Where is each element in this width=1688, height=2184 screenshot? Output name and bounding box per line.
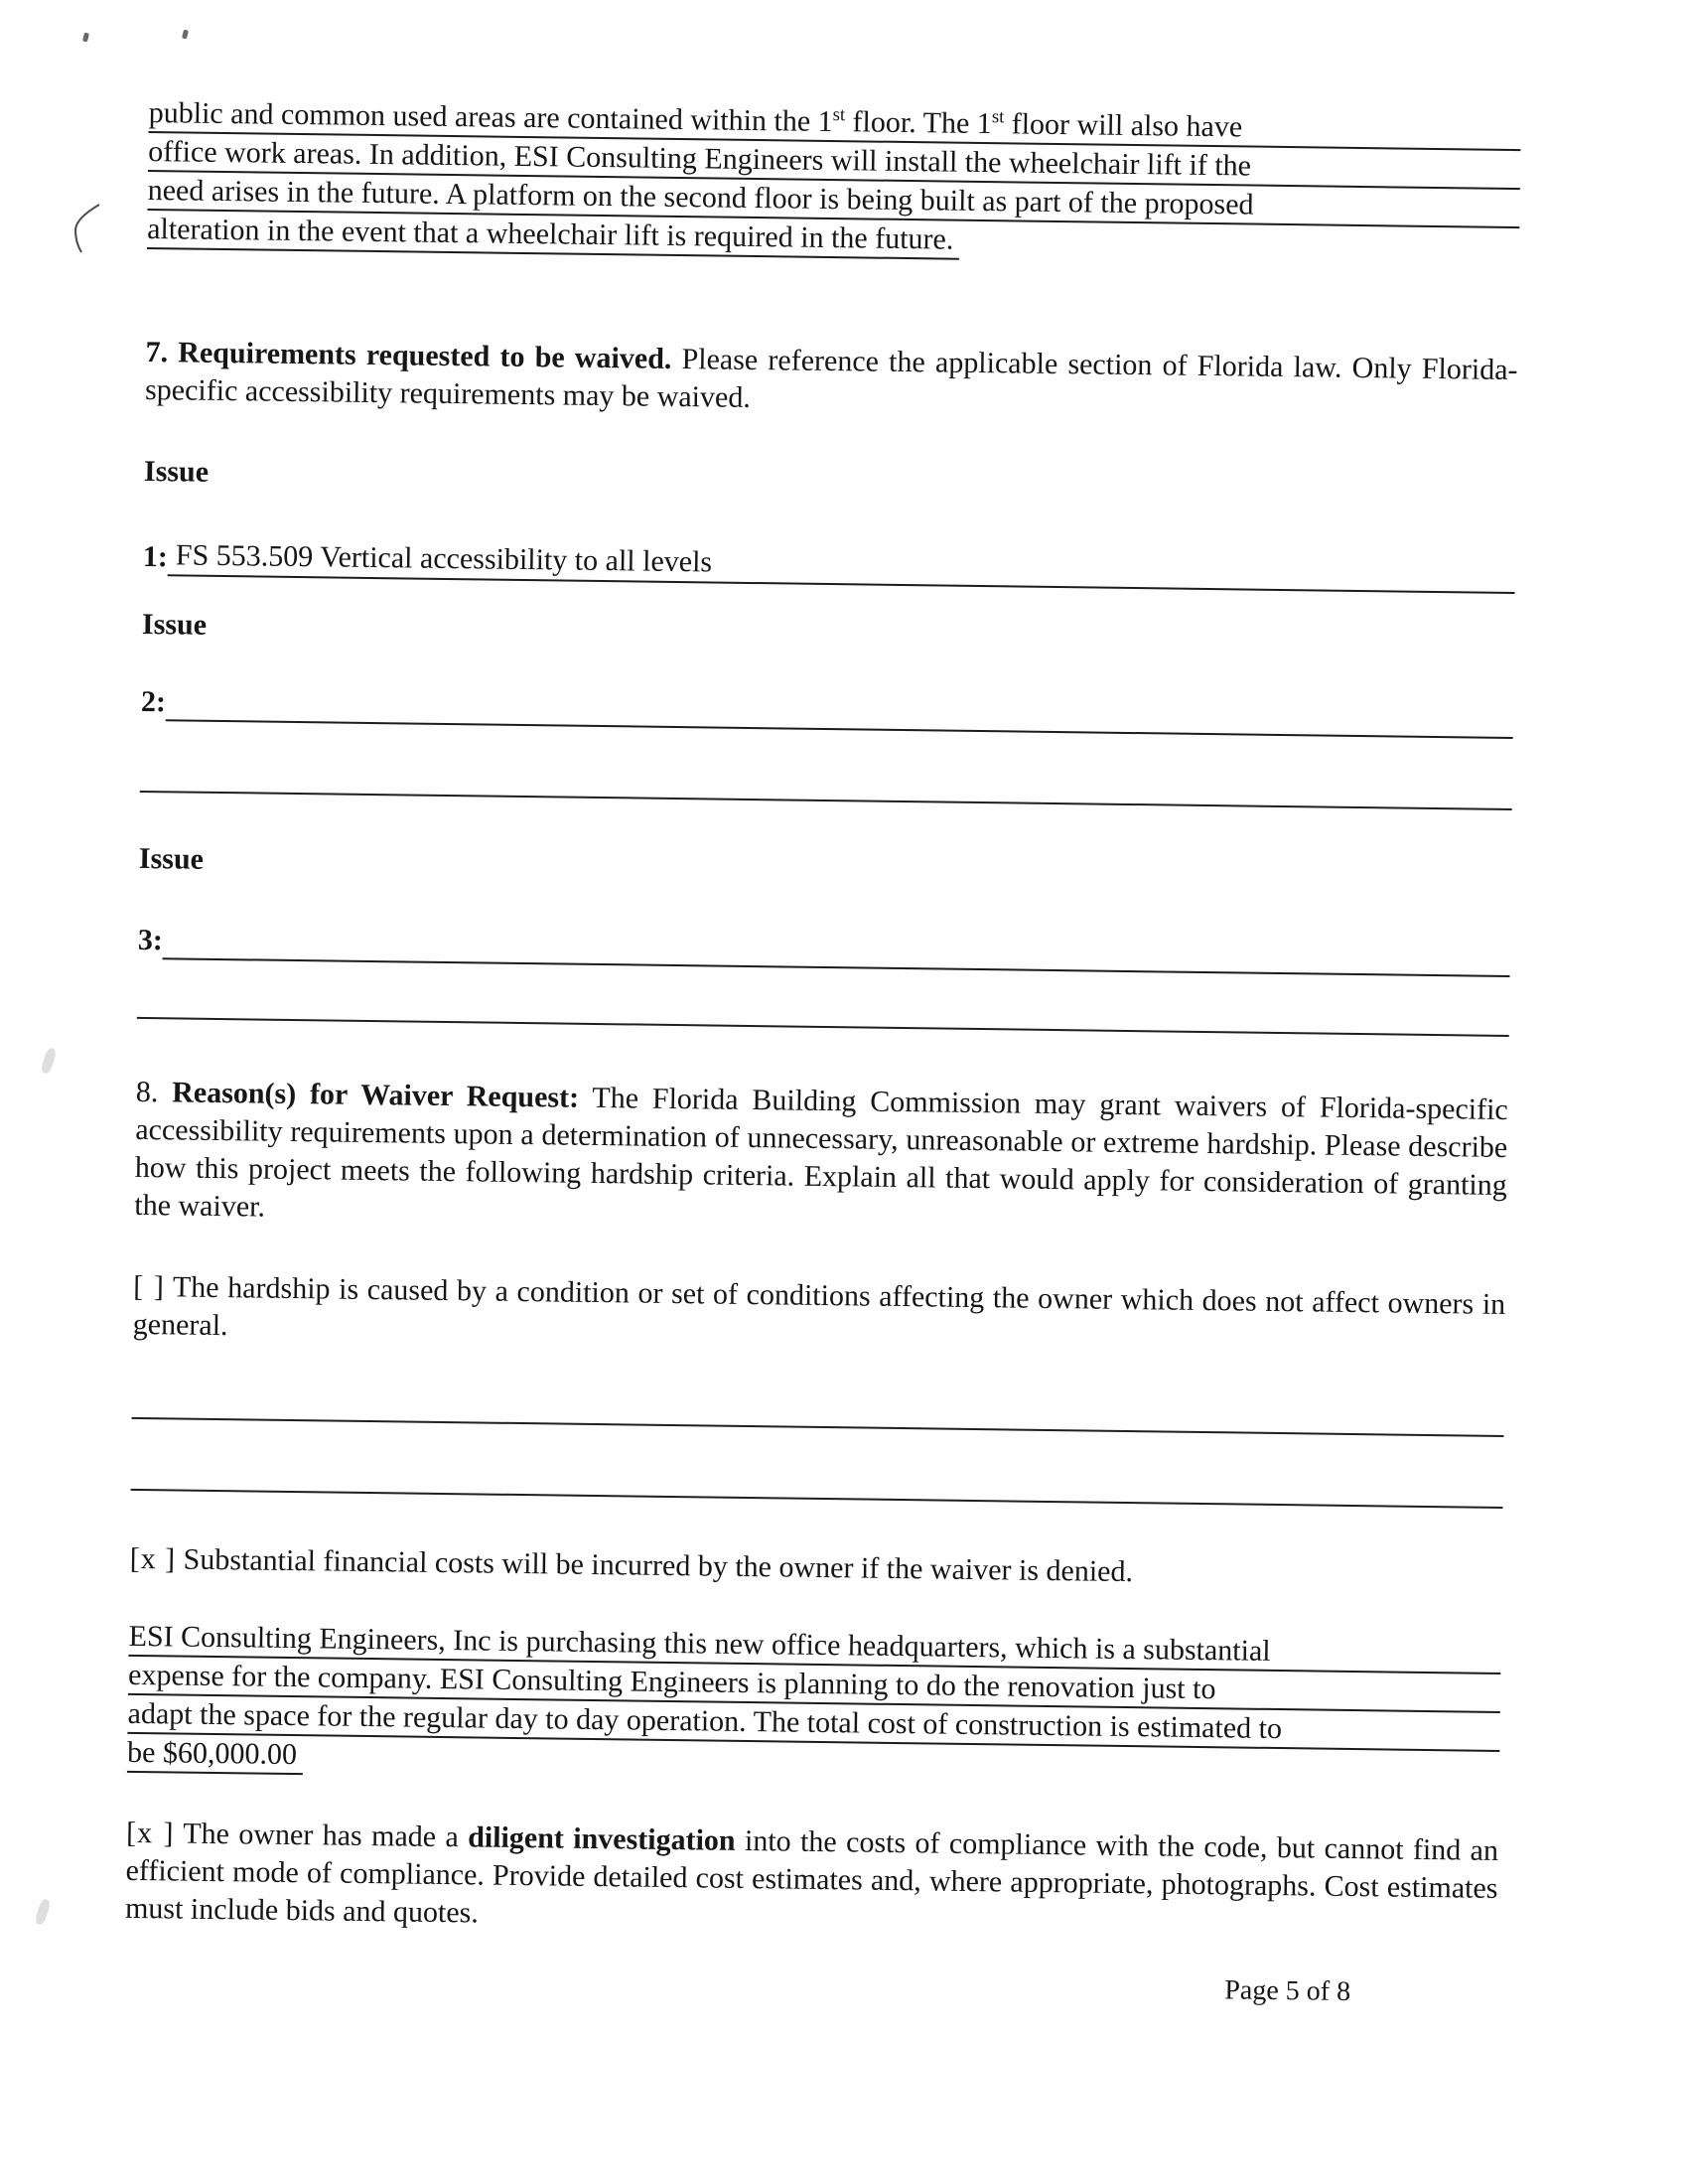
scan-speck <box>182 30 189 40</box>
criterion-financial-text: Substantial financial costs will be incurred by the owner if the waiver is denied. <box>183 1542 1134 1589</box>
section8-heading: Reason(s) for Waiver Request: <box>172 1076 580 1114</box>
criterion-investigation-pre: The owner has made a <box>183 1817 460 1854</box>
section7-heading: Requirements requested to be waived. <box>178 336 672 375</box>
criterion-investigation-bold: diligent investigation <box>467 1820 736 1857</box>
checkbox-checked: [x ] <box>129 1541 177 1576</box>
issue-3-number: 3: <box>137 923 164 957</box>
answer-line: adapt the space for the regular day to day operation. The total cost of construction is estimated to <box>127 1695 1499 1752</box>
answer-line: expense for the company. ESI Consulting Engineers is planning to do the renovation just to <box>128 1657 1500 1713</box>
answer-line: public and common used areas are contained within the 1st floor. The 1st floor will also have <box>148 94 1520 151</box>
scan-artifact-paren <box>70 201 103 256</box>
issue-1-value: FS 553.509 Vertical accessibility to all levels <box>168 536 1515 594</box>
answer-line: be $60,000.00 <box>127 1734 303 1775</box>
scan-smudge <box>40 1047 58 1075</box>
criterion-investigation-paragraph <box>125 1815 1498 1946</box>
issue-2-value <box>166 719 1513 739</box>
issue-3-label: Issue <box>138 841 205 876</box>
criterion-investigation-post: into the costs of compliance with the code, but cannot find an efficient mode of compliance. Provide detailed cost estimates and, where appropriate, photographs. Cost estimates must include bids and quotes. <box>124 1824 1499 1930</box>
issue-2-line <box>141 683 1513 739</box>
answer-line: ESI Consulting Engineers, Inc is purchasing this new office headquarters, which is a substantial <box>128 1618 1500 1674</box>
issue-3-line <box>138 922 1510 977</box>
criterion-hardship-paragraph <box>133 1268 1506 1362</box>
issue-1-line <box>143 536 1515 594</box>
issue-3-value <box>163 957 1510 977</box>
section7-paragraph <box>145 334 1518 427</box>
checkbox-checked: [x ] <box>125 1816 175 1850</box>
criterion-hardship-text: The hardship is caused by a condition or set of conditions affecting the owner which does not affect owners in general. <box>132 1270 1506 1343</box>
blank-answer-line <box>131 1489 1503 1509</box>
blank-answer-line <box>132 1417 1504 1437</box>
checkbox-unchecked: [ ] <box>133 1269 166 1304</box>
financial-answer-block <box>127 1618 1501 1791</box>
answer-line: need arises in the future. A platform on the second floor is being built as part of the proposed <box>147 172 1519 228</box>
section8-body: The Florida Building Commission may grant waivers of Florida-specific accessibility requirements upon a determination of unnecessary, unreasonable or extreme hardship. Please describe how this project meets the following hardship criteria. Explain all that would apply for consideration of granting the waiver. <box>134 1081 1508 1224</box>
section8-number: 8. <box>135 1075 159 1109</box>
answer-line: alteration in the event that a wheelchair lift is required in the future. <box>147 211 960 260</box>
section8-paragraph <box>134 1074 1508 1242</box>
criterion-financial-paragraph <box>129 1540 1501 1596</box>
section7-body: Please reference the applicable section of Florida law. Only Florida-specific accessibility requirements may be waived. <box>144 343 1518 414</box>
scan-speck <box>82 33 89 43</box>
answer-line: office work areas. In addition, ESI Consulting Engineers will install the wheelchair lift if the <box>148 133 1520 190</box>
scan-smudge <box>34 1898 52 1926</box>
continued-answer-block <box>147 94 1521 267</box>
issue-1-number: 1: <box>142 539 169 574</box>
blank-answer-line <box>140 791 1512 810</box>
issue-2-number: 2: <box>140 684 167 719</box>
page-number: Page 5 of 8 <box>1224 1974 1351 2008</box>
issue-1-label: Issue <box>143 454 210 489</box>
blank-answer-line <box>137 1017 1509 1037</box>
section7-number: 7. <box>145 335 169 369</box>
issue-2-label: Issue <box>141 607 208 642</box>
page-content <box>124 94 1521 2013</box>
